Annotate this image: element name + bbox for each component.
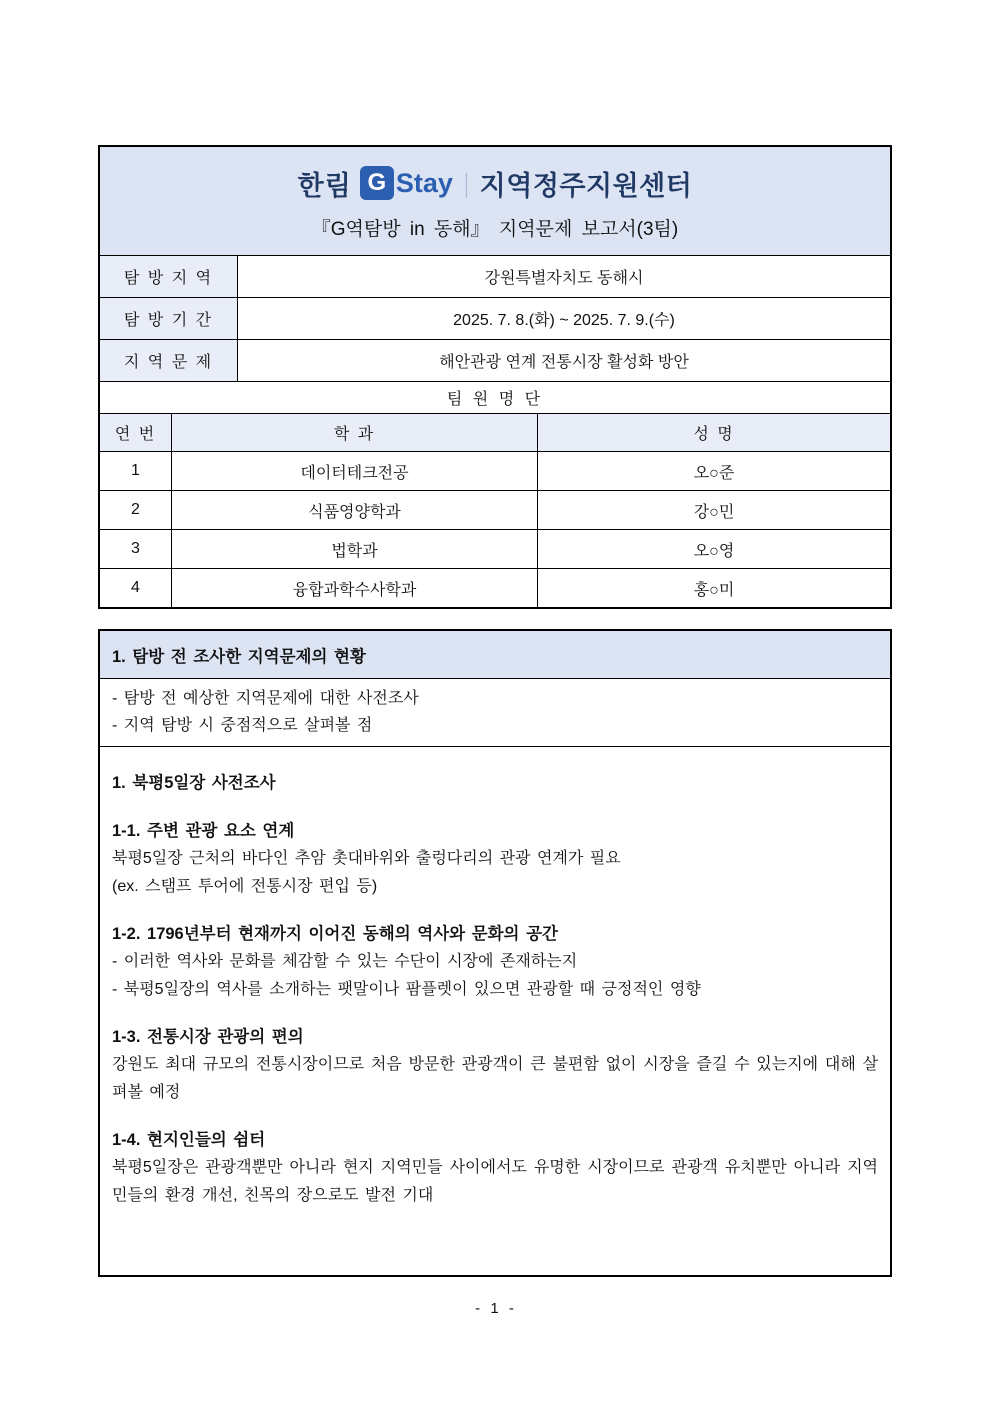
team-member-name: 오○영	[538, 530, 890, 568]
info-value-period: 2025. 7. 8.(화) ~ 2025. 7. 9.(수)	[453, 312, 675, 329]
content-heading: 1-1. 주변 관광 요소 연계	[112, 822, 295, 840]
content-heading: 1-2. 1796년부터 현재까지 이어진 동해의 역사와 문화의 공간	[112, 925, 558, 943]
content-paragraph: 북평5일장은 관광객뿐만 아니라 현지 지역민들 사이에서도 유명한 시장이므로 관광객 유치뿐만 아니라 지역민들의 환경 개선, 친목의 장으로도 발전 기대	[112, 1159, 878, 1204]
team-row	[100, 568, 890, 607]
team-member-dept: 융합과학수사학과	[172, 569, 538, 607]
section-bullets	[100, 678, 890, 746]
info-value-region: 강원특별자치도 동해시	[484, 270, 644, 287]
logo-separator: |	[464, 167, 469, 198]
team-col-no: 연 번	[100, 414, 172, 451]
page-number: - 1 -	[475, 1300, 517, 1317]
section-heading: 1. 탐방 전 조사한 지역문제의 현황	[100, 631, 890, 678]
content-spacer	[112, 797, 878, 818]
team-member-no: 2	[100, 491, 172, 529]
team-col-dept: 학 과	[172, 414, 538, 451]
team-roster-title: 팀 원 명 단	[100, 381, 890, 413]
content-line: 북평5일장 근처의 바다인 추암 촛대바위와 출렁다리의 관광 연계가 필요	[112, 850, 621, 867]
logo-stay-text: Stay	[395, 167, 453, 198]
team-member-name: 홍○미	[538, 569, 890, 607]
report-header-table	[98, 145, 892, 609]
section-content	[100, 746, 890, 1275]
team-member-name: 강○민	[538, 491, 890, 529]
bullet-line: - 탐방 전 예상한 지역문제에 대한 사전조사	[112, 690, 419, 707]
content-spacer	[112, 900, 878, 921]
logo-g-badge-icon: G	[360, 166, 394, 200]
report-title: 『G역탐방 in 동해』 지역문제 보고서(3팀)	[311, 218, 679, 240]
logo-hanlim-text: 한림	[297, 170, 352, 201]
team-row	[100, 451, 890, 490]
info-label-issue: 지 역 문 제	[100, 340, 238, 381]
content-heading: 1. 북평5일장 사전조사	[112, 774, 276, 792]
section-table	[98, 629, 892, 1277]
content-heading: 1-3. 전통시장 관광의 편의	[112, 1028, 304, 1046]
team-member-no: 1	[100, 452, 172, 490]
team-member-dept: 법학과	[172, 530, 538, 568]
content-line: - 이러한 역사와 문화를 체감할 수 있는 수단이 시장에 존재하는지	[112, 953, 578, 970]
bullet-line: - 지역 탐방 시 중점적으로 살펴볼 점	[112, 717, 373, 734]
report-header	[100, 147, 890, 255]
team-member-no: 4	[100, 569, 172, 607]
logo-center-name: 지역정주지원센터	[479, 170, 693, 201]
logo	[298, 164, 693, 203]
info-row-issue	[100, 339, 890, 381]
team-member-dept: 식품영양학과	[172, 491, 538, 529]
team-row	[100, 529, 890, 568]
info-row-region	[100, 255, 890, 297]
team-member-no: 3	[100, 530, 172, 568]
team-table-header	[100, 413, 890, 451]
content-heading: 1-4. 현지인들의 쉼터	[112, 1131, 266, 1149]
info-row-period	[100, 297, 890, 339]
info-value-issue: 해안관광 연계 전통시장 활성화 방안	[439, 354, 689, 371]
content-paragraph: 강원도 최대 규모의 전통시장이므로 처음 방문한 관광객이 큰 불편함 없이 시장을 즐길 수 있는지에 대해 살펴볼 예정	[112, 1056, 878, 1101]
team-col-name: 성 명	[538, 414, 890, 451]
content-spacer	[112, 1003, 878, 1024]
content-spacer	[112, 1106, 878, 1127]
team-member-dept: 데이터테크전공	[172, 452, 538, 490]
info-label-period: 탐 방 기 간	[100, 298, 238, 339]
team-row	[100, 490, 890, 529]
content-line: (ex. 스탬프 투어에 전통시장 편입 등)	[112, 877, 378, 895]
info-label-region: 탐 방 지 역	[100, 256, 238, 297]
content-line: - 북평5일장의 역사를 소개하는 팻말이나 팜플렛이 있으면 관광할 때 긍정적인 영향	[112, 980, 701, 998]
team-member-name: 오○준	[538, 452, 890, 490]
